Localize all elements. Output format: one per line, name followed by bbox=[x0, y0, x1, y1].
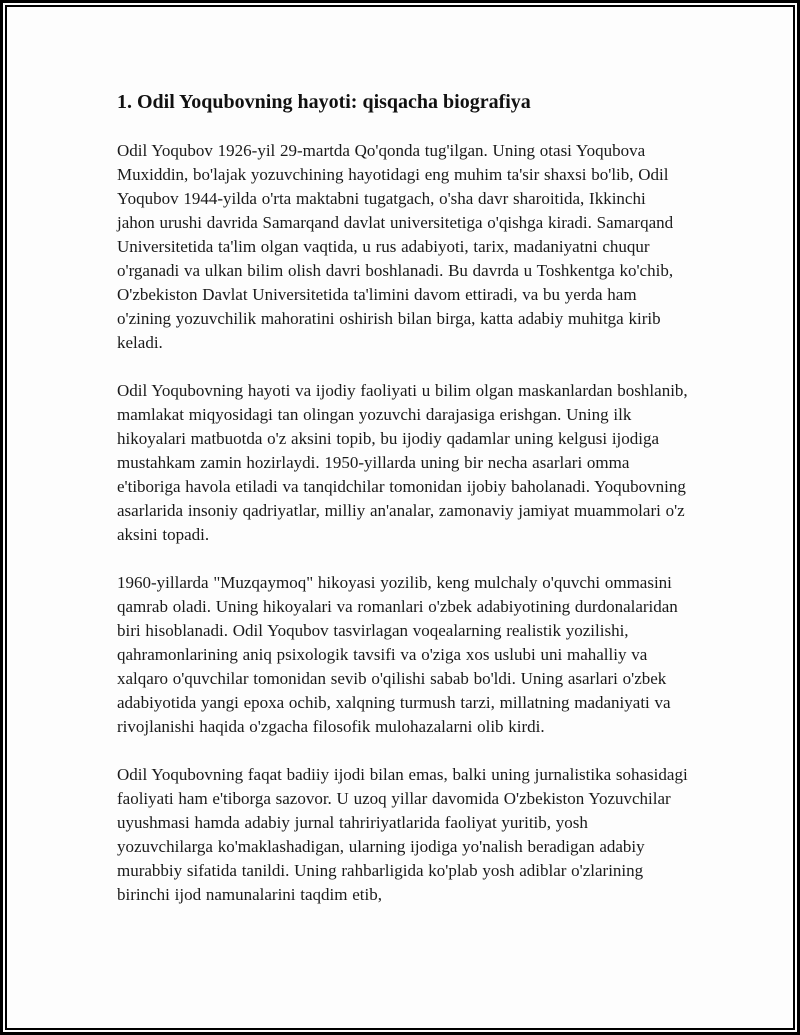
paragraph: Odil Yoqubovning hayoti va ijodiy faoliyati u bilim olgan maskanlardan boshlanib, mamlakat miqyosidagi tan olingan yozuvchi darajasiga erishgan. Uning ilk hikoyalari matbuotda o'z aksini topib, bu ijodiy qadamlar uning kelgusi ijodiga mustahkam zamin hozirlaydi. 1950-yillarda uning bir necha asarlari omma e'tiboriga havola etiladi va tanqidchilar tomonidan ijobiy baholanadi. Yoqubovning asarlarida insoniy qadriyatlar, milliy an'analar, zamonaviy jamiyat muammolari o'z aksini topadi. bbox=[117, 381, 688, 544]
document-heading: 1. Odil Yoqubovning hayoti: qisqacha biografiya bbox=[117, 91, 531, 113]
page-border-inner bbox=[5, 5, 795, 1030]
paragraph: Odil Yoqubovning faqat badiiy ijodi bilan emas, balki uning jurnalistika sohasidagi faoliyati ham e'tiborga sazovor. U uzoq yillar davomida O'zbekiston Yozuvchilar uyushmasi hamda adabiy jurnal tahririyatlarida faoliyat yuritib, yosh yozuvchilarga ko'maklashadigan, ularning ijodiga yo'nalish beradigan adabiy murabbiy sifatida tanildi. Uning rahbarligida ko'plab yosh adiblar o'zlarining birinchi ijod namunalarini taqdim etib, bbox=[117, 765, 688, 904]
document-page bbox=[7, 7, 793, 907]
paragraph: Odil Yoqubov 1926-yil 29-martda Qo'qonda tug'ilgan. Uning otasi Yoqubova Muxiddin, bo'lajak yozuvchining hayotidagi eng muhim ta'sir shaxsi bo'lib, Odil Yoqubov 1944-yilda o'rta maktabni tugatgach, o'sha davr sharoitida, Ikkinchi jahon urushi davrida Samarqand davlat universitetiga o'qishga kiradi. Samarqand Universitetida ta'lim olgan vaqtida, u rus adabiyoti, tarix, madaniyatni chuqur o'rganadi va ulkan bilim olish davri boshlanadi. Bu davrda u Toshkentga ko'chib, O'zbekiston Davlat Universitetida ta'limini davom ettiradi, va bu yerda ham o'zining yozuvchilik mahoratini oshirish bilan birga, katta adabiy muhitga kirib keladi. bbox=[117, 141, 674, 352]
paragraph: 1960-yillarda "Muzqaymoq" hikoyasi yozilib, keng mulchaly o'quvchi ommasini qamrab oladi. Uning hikoyalari va romanlari o'zbek adabiyotining durdonalaridan biri hisoblanadi. Odil Yoqubov tasvirlagan voqealarning realistik yozilishi, qahramonlarining aniq psixologik tavsifi va o'ziga xos uslubi uni mahalliy va xalqaro o'quvchilar tomonidan sevib o'qilishi sabab bo'ldi. Uning asarlari o'zbek adabiyotida yangi epoxa ochib, xalqning turmush tarzi, millatning madaniyati va rivojlanishi haqida o'zgacha filosofik mulohazalarni olib kirdi. bbox=[117, 573, 678, 736]
